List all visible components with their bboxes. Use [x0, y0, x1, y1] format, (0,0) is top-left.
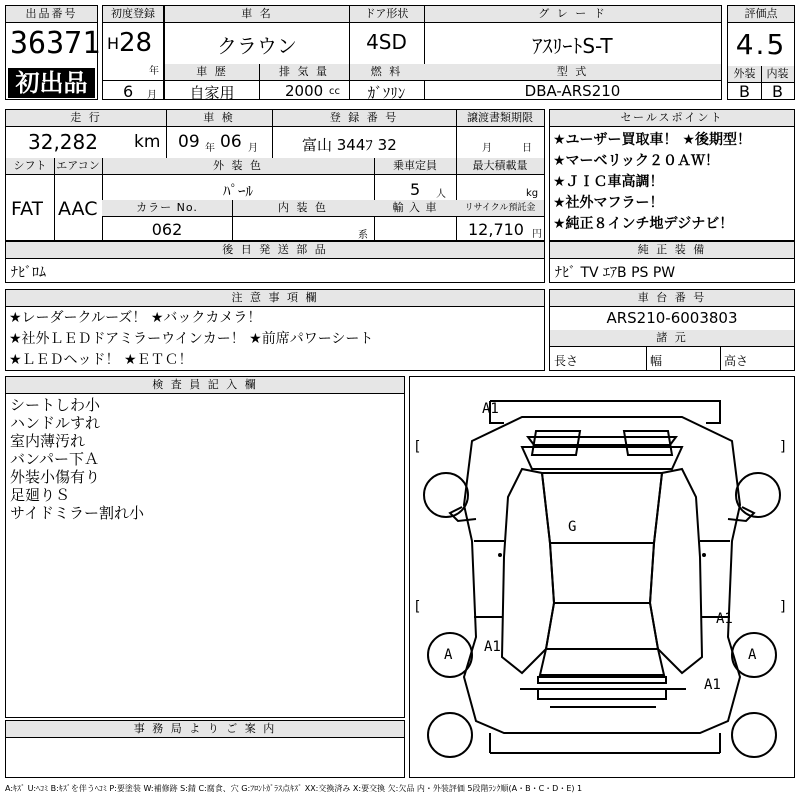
ext-color-label: 外 装 色	[102, 158, 374, 175]
lot-number: 36371	[10, 26, 101, 61]
km-unit: km	[134, 132, 161, 152]
aircon-label: エアコン	[54, 158, 102, 175]
lot-box	[5, 5, 101, 100]
reg-month: 6	[123, 82, 134, 101]
model: DBA-ARS210	[524, 82, 621, 100]
door-type: 4SD	[366, 30, 407, 54]
inspector-note: 足廻りＳ	[10, 486, 71, 504]
score-label: 評価点	[728, 6, 794, 23]
transfer-day: 日	[522, 143, 532, 154]
exterior-grade: B	[739, 82, 750, 101]
color-number: 062	[151, 220, 183, 239]
cautions-box	[5, 289, 545, 371]
displacement-label: 排 気 量	[259, 64, 349, 81]
car-outline-diagram	[410, 377, 794, 777]
inspector-note: 外装小傷有り	[10, 468, 101, 486]
equipment-title: 純 正 装 備	[550, 242, 794, 259]
score: 4.5	[735, 28, 787, 61]
equipment-box	[549, 241, 795, 283]
transfer-label: 譲渡書類期限	[456, 110, 544, 127]
history-label: 車 歴	[165, 64, 259, 81]
caution-line: ★レーダークルーズ！ ★バックカメラ！	[9, 310, 262, 326]
mileage-label: 走 行	[6, 110, 166, 127]
transfer-month: 月	[482, 143, 492, 154]
plate-number: 富山 344ﾌ 32	[302, 136, 397, 154]
inspection-year: 09	[178, 132, 200, 152]
inspector-note: シートしわ小	[10, 396, 101, 414]
sales-points-title: セールスポイント	[550, 110, 794, 127]
inspector-notes	[10, 396, 144, 522]
sales-point: ★ユーザー買取車！ ★後期型！	[553, 132, 751, 148]
inspection-month-unit: 月	[248, 143, 258, 154]
era: H	[107, 34, 120, 53]
fuel: ｶﾞｿﾘﾝ	[367, 84, 406, 102]
details-box	[5, 109, 545, 241]
recycle-fee: 12,710	[468, 220, 524, 239]
grade: ｱｽﾘｰﾄS-T	[532, 34, 613, 58]
yen-unit: 円	[532, 229, 542, 240]
sales-point: ★社外マフラー！	[553, 195, 664, 211]
exterior-label: 外装	[728, 66, 761, 83]
width-label: 幅	[650, 354, 663, 368]
model-label: 型 式	[424, 64, 721, 81]
inspector-title: 検 査 員 記 入 欄	[6, 377, 404, 394]
dims-title: 諸 元	[550, 330, 794, 347]
cc-unit: cc	[329, 86, 340, 97]
sales-points-box	[549, 109, 795, 241]
damage-mark: G	[568, 519, 577, 535]
delivery-box	[5, 241, 545, 283]
color-no-label: カラー No.	[102, 200, 232, 217]
displacement: 2000	[285, 82, 324, 100]
interior-label: 内装	[761, 66, 794, 83]
damage-mark: A1	[484, 639, 501, 655]
shift: FAT	[11, 198, 44, 220]
int-color-label: 内 装 色	[232, 200, 374, 217]
plate-label: 登 録 番 号	[272, 110, 456, 127]
bracket-right-mid: ]	[779, 599, 788, 615]
sales-point: ★ＪＩＣ車高調！	[553, 174, 664, 190]
inspection-year-unit: 年	[205, 143, 215, 154]
delivery-parts: ﾅﾋﾞﾛﾑ	[11, 265, 46, 281]
caution-line: ★社外ＬＥＤドアミラーウインカー！ ★前席パワーシート	[9, 331, 374, 347]
capacity-unit: 人	[436, 189, 446, 200]
car-name-label: 車 名	[165, 6, 349, 23]
height-label: 高さ	[724, 354, 749, 368]
grade-label: グ レ ー ド	[424, 6, 721, 23]
bracket-left-mid: [	[413, 599, 422, 615]
inspector-box	[5, 376, 405, 718]
chassis-number: ARS210-6003803	[606, 309, 738, 327]
damage-mark: A	[748, 647, 757, 663]
shift-label: シフト	[6, 158, 54, 175]
lot-label: 出品番号	[6, 6, 97, 23]
equipment-list: ﾅﾋﾞ TV ｴｱB PS PW	[555, 265, 676, 281]
vehicle-box	[164, 5, 722, 100]
load-unit: kg	[526, 188, 539, 199]
year-unit: 年	[149, 66, 159, 77]
cautions-list	[9, 308, 373, 371]
bracket-left-top: [	[413, 439, 422, 455]
inspection-label: 車 検	[166, 110, 272, 127]
aircon: AAC	[58, 198, 98, 220]
office-title: 事 務 局 よ り ご 案 内	[6, 721, 404, 738]
delivery-title: 後 日 発 送 部 品	[6, 242, 544, 259]
inspection-month: 06	[220, 132, 242, 152]
import-label: 輸 入 車	[374, 200, 456, 217]
inspector-note: バンパー下Ａ	[10, 450, 99, 468]
load-label: 最大積載量	[456, 158, 544, 175]
ext-color: ﾊﾟｰﾙ	[222, 182, 253, 200]
sales-point: ★マーベリック２０ＡＷ！	[553, 153, 719, 169]
recycle-label: リサイクル預託金	[456, 200, 544, 217]
first-listing-badge: 初出品	[8, 68, 95, 98]
damage-mark: A1	[704, 677, 721, 693]
month-unit: 月	[147, 90, 157, 101]
inspector-note: 室内薄汚れ	[10, 432, 86, 450]
capacity: 5	[410, 180, 421, 199]
chassis-box	[549, 289, 795, 371]
damage-diagram	[409, 376, 795, 778]
damage-mark: A	[444, 647, 453, 663]
first-registration-box	[102, 5, 164, 100]
legend: A:ｷｽﾞ U:ﾍｺﾐ B:ｷｽﾞを伴うﾍｺﾐ P:要塗装 W:補修跡 S:錆 C:腐食、穴 G:ﾌﾛﾝﾄｶﾞﾗｽ点ｷｽﾞ XX:交換済み X:要交換 欠:欠品 内・外装評価 5段階ﾗﾝｸ順(A・B・C・D・E) 1	[5, 784, 583, 793]
inspector-note: ハンドルすれ	[10, 414, 101, 432]
first-reg-label: 初度登録	[103, 6, 163, 23]
caution-line: ★ＬＥＤヘッド！ ★ＥＴＣ！	[9, 352, 193, 368]
damage-mark: A1	[482, 401, 499, 417]
mileage: 32,282	[28, 130, 98, 154]
sales-points-list	[553, 130, 751, 235]
sales-point: ★純正８インチ地デジナビ！	[553, 216, 734, 232]
door-label: ドア形状	[349, 6, 424, 23]
int-color-suffix: 系	[358, 230, 368, 241]
score-box	[727, 5, 795, 100]
bracket-right-top: ]	[779, 439, 788, 455]
inspector-note: サイドミラー割れ小	[10, 504, 144, 522]
interior-grade: B	[772, 82, 783, 101]
history: 自家用	[189, 84, 235, 102]
length-label: 長さ	[554, 354, 579, 368]
damage-mark: A1	[716, 611, 733, 627]
cautions-title: 注 意 事 項 欄	[6, 290, 544, 307]
chassis-title: 車 台 番 号	[550, 290, 794, 307]
capacity-label: 乗車定員	[374, 158, 456, 175]
office-box	[5, 720, 405, 778]
car-name: クラウン	[217, 34, 297, 58]
reg-year: 28	[119, 28, 153, 58]
fuel-label: 燃 料	[349, 64, 424, 81]
